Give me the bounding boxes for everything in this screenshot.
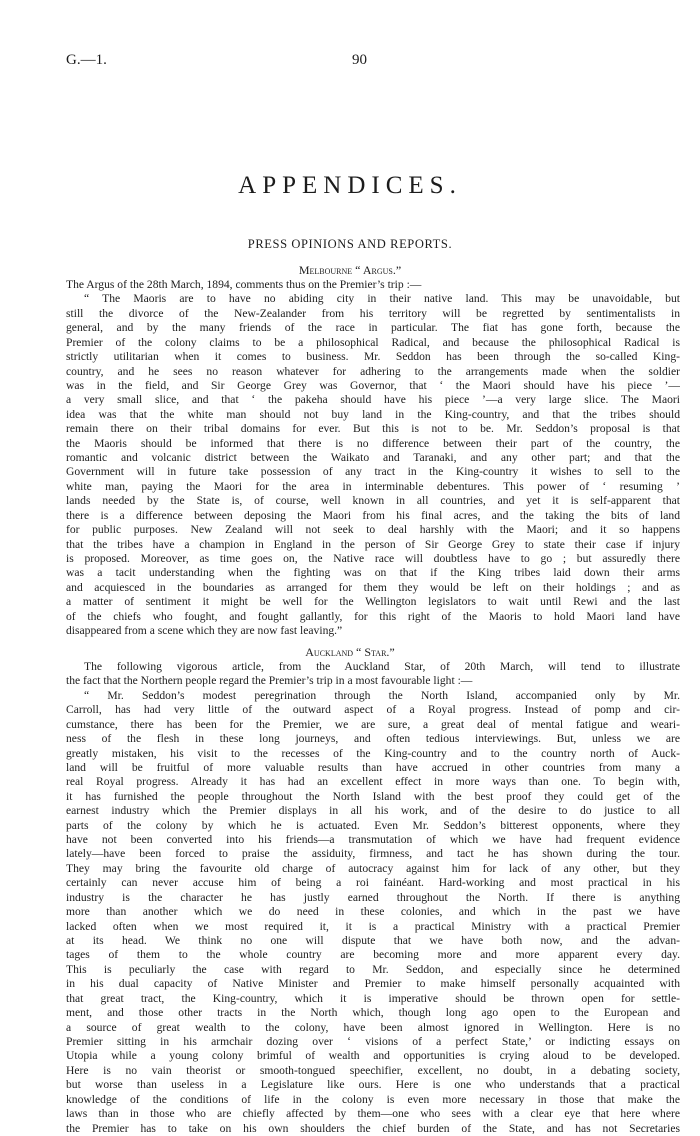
argus-heading: Melbourne “ Argus.” [298,263,402,277]
text-line: earnest industry which the Premier displays in all his work, and of the desire to do justice to all [66,804,680,818]
text-line: in his dual capacity of Native Minister and Premier to make himself personally acquainted with [66,977,680,991]
document-reference: G.—1. [66,52,107,68]
text-line: the Maoris should be informed that there is no difference between their part of the country, the [66,436,680,450]
text-line: is proposed. Moreover, as time goes on, the Native race will doubtless have to go ; but assuredly there [66,552,680,566]
text-line: country, and he sees no reason whatever for adhering to the arrangements made when the soldier [66,364,680,378]
text-line: This is peculiarly the case with regard to Mr. Seddon, and especially since he determined [66,962,680,976]
text-line: there is a difference between deposing the Maori from his final acres, and the taking the bits of land [66,508,680,522]
section-title: PRESS OPINIONS AND REPORTS. [247,237,453,251]
star-article [66,660,680,1136]
page-number: 90 [352,52,367,68]
text-line: and acquiesced in the boundaries as arranged for them they would be left on their holdings ; and as [66,580,680,594]
text-line: They may bring the favourite old charge of autocracy against him for lack of any other, but they [66,861,680,875]
text-line: cumstance, there has been for the Premier, we are sure, a great deal of mental fatigue and weari- [66,717,680,731]
page-title: APPENDICES. [238,172,462,199]
text-line: Here is no vain theorist or smooth-tongued speechifier, excellent, no doubt, in a debating society, [66,1063,680,1077]
text-line: lately—have been forced to praise the assiduity, firmness, and tact he has shown during the tour. [66,847,680,861]
text-line: that great tract, the King-country, which it is imperative should be thrown open for settle- [66,991,680,1005]
text-line: a matter of sentiment it might be well for the Wellington legislators to wait until Rewi and the last [66,595,680,609]
text-line: strictly utilitarian when it comes to business. Mr. Seddon has been through the so-called King- [66,350,680,364]
text-line: “ The Maoris are to have no abiding city in their native land. This may be unavoidable, but [84,292,680,306]
text-line: industry is the character he has justly earned throughout the North. If there is anything [66,890,680,904]
text-line: The Argus of the 28th March, 1894, comments thus on the Premier’s trip :— [66,278,422,291]
text-line: land will be fruitful of more valuable results than have accrued in other countries from many a [66,760,680,774]
text-line: the fact that the Northern people regard the Premier’s trip in a most favourable light :— [66,674,473,688]
text-line: that the tribes have a champion in England in the person of Sir George Grey to state their case if injury [66,537,680,551]
text-line: but worse than useless in a Legislature like ours. Here is one who understands that a practical [66,1078,680,1092]
text-line: idea was that the white man should not buy land in the King-country, and that the tribes should [66,407,680,421]
text-line: Utopia while a young colony brimful of wealth and opportunities is crying aloud to be developed. [66,1049,680,1063]
text-line: Carroll, has had very little of the outward aspect of a Royal progress. Instead of pomp and cir- [66,703,680,717]
text-line: a source of great wealth to the colony, have been almost ignored in Wellington. Here is no [66,1020,680,1034]
text-line: it has furnished the people throughout the North Island with the best proof they could get of the [66,789,680,803]
text-line: real Royal progress. Already it has had an excellent effect in more ways than one. To begin with, [66,775,680,789]
text-line: general, and by the many friends of the race in particular. The fiat has gone forth, because the [66,321,680,335]
text-line: still the divorce of the New-Zealander from his territory will be regretted by sentimentalists in [66,306,680,320]
text-line: the Premier has to take on his own shoulders the chief burden of the State, and has not Secretaries [66,1121,680,1135]
text-line: Government will in future take possession of any tract in the King-country it wishes to sell to the [66,465,680,479]
text-line: at its head. We think no one will dispute that we have both now, and the advan- [66,934,680,948]
text-line: was in the field, and Sir George Grey was Governor, that ‘ the Maori should have his piece ’— [66,378,680,392]
text-line: romantic and volcanic district between the Waikato and Taranaki, and any other part; and that the [66,451,680,465]
text-line: have not been converted into his friends—a transmutation of which we have had frequent evidence [66,833,680,847]
text-line: ness of the flesh in these long journeys, and often tedious interviewings. But, unless we are [66,732,680,746]
text-line: was a tacit understanding when the fighting was on that if the King tribes laid down their arms [66,566,680,580]
text-line: laws than in those who are chiefly affected by them—one who sees with a clear eye that here where [66,1107,680,1121]
text-line: white man, paying the Maori for the area in interminable debentures. This power of ‘ resuming ’ [66,479,680,493]
star-heading: Auckland “ Star.” [305,645,395,659]
text-line: lands needed by the State is, of course, well known in all countries, and yet it is self-apparent that [66,494,680,508]
text-line: ment, and those other tracts in the North which, though long ago open to the European and [66,1006,680,1020]
text-line: disappeared from a scene which they are now fast leaving.” [66,624,343,638]
text-line: greatly mistaken, his visit to the recesses of the King-country and to the country north of Auck- [66,746,680,760]
text-line: The following vigorous article, from the Auckland Star, of 20th March, will tend to illustrate [84,660,680,673]
text-line: “ Mr. Seddon’s modest peregrination through the North Island, accompanied only by Mr. [84,688,680,702]
text-line: of the chiefs who fought, and fought gallantly, for this right of the Maoris to hold Maori land have [66,609,680,623]
text-line: remain there on their tribal domains for ever. But this is not to be. Mr. Seddon’s proposal is that [66,422,680,436]
text-line: more than another which we do need in these colonies, and which in the past we have [66,905,680,919]
text-line: for public purposes. New Zealand will not seek to deal harshly with the Maori; and it so happens [66,523,680,537]
text-line: knowledge of the conditions of life in the colony is even more necessary in those that make the [66,1092,680,1106]
text-line: tages of them to the whole country are becoming more and more apparent every day. [66,948,680,962]
text-line: Premier of the colony claims to be a philosophical Radical, and because the philosophical Radical is [66,335,680,349]
text-line: lacked often when we most required it, it is a practical Ministry with a practical Premier [66,919,680,933]
text-line: certainly can never accuse him of being a roi fainéant. Hard-working and most practical in his [66,876,680,890]
text-line: a very small slice, and that ‘ the pakeha should have his piece ’—a very large slice. The Maori [66,393,680,407]
text-line: Premier sitting in his armchair dozing over ‘ visions of a perfect State,’ or indicting essays on [66,1034,680,1048]
text-line: parts of the colony by which he is actuated. Even Mr. Seddon’s bitterest opponents, where they [66,818,680,832]
argus-article [66,278,680,639]
